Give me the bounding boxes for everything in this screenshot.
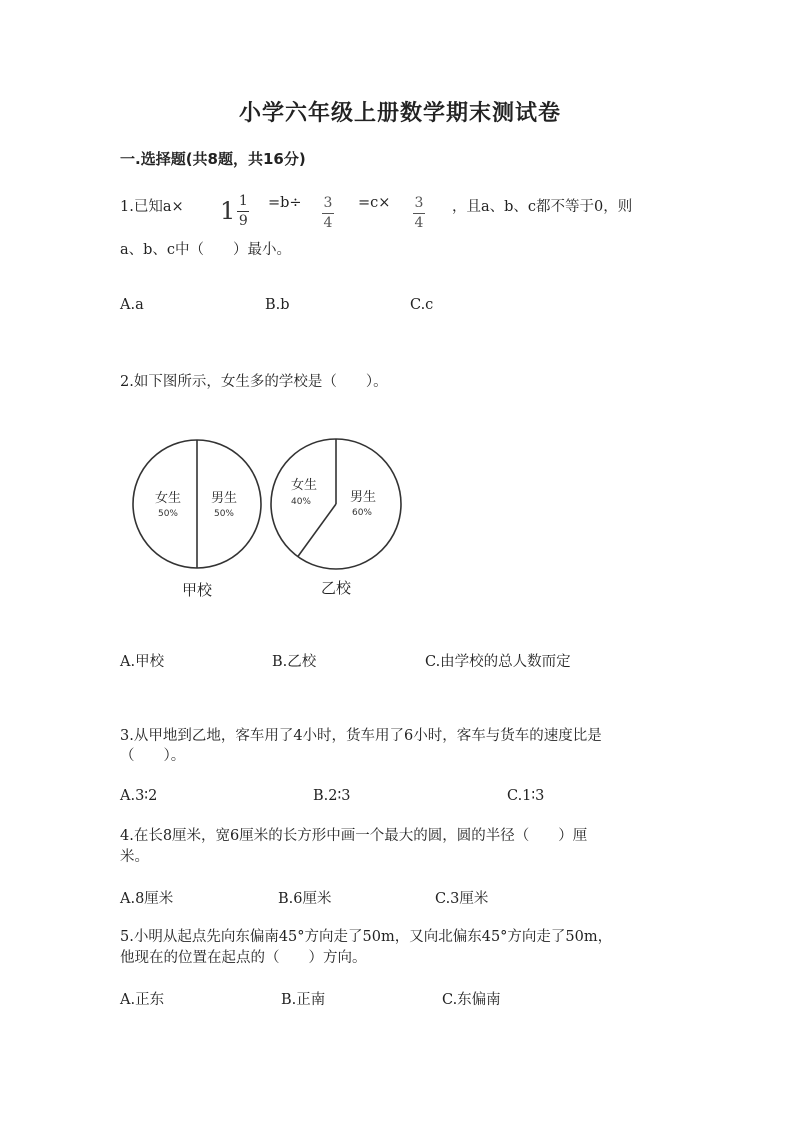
q1-mixed-number [220, 194, 249, 228]
q1-eq-c: =c× [358, 195, 391, 211]
school-a-female-label: 女生 [154, 491, 182, 506]
school-b-female-pct: 40% [290, 497, 312, 507]
q1-frac2-denominator: 4 [414, 214, 424, 231]
q1-option-c[interactable]: C.c [410, 297, 434, 313]
school-b-male-label: 男生 [349, 490, 377, 505]
q1-frac1-numerator: 3 [323, 195, 333, 211]
q1-mixed-fraction [237, 194, 249, 228]
q1-mixed-whole: 1 [220, 197, 236, 226]
q5-option-a[interactable]: A.正东 [120, 992, 165, 1008]
q1-mixed-denominator: 9 [238, 212, 248, 229]
school-a-female-pct: 50% [157, 509, 179, 519]
school-b-male-pct: 60% [351, 508, 373, 518]
q1-frac1-denominator: 4 [323, 214, 333, 231]
page-title: 小学六年级上册数学期末测试卷 [238, 101, 561, 126]
q1-frac2-numerator: 3 [414, 195, 424, 211]
q1-line-2: a、b、c中（ ）最小。 [120, 242, 292, 258]
q2-option-a[interactable]: A.甲校 [120, 654, 165, 670]
q1-suffix: ，且a、b、c都不等于0，则 [452, 199, 633, 215]
q3-option-a[interactable]: A.3∶2 [120, 788, 158, 804]
section-heading: 一.选择题(共8题，共16分) [120, 150, 306, 168]
q2-option-c[interactable]: C.由学校的总人数而定 [425, 654, 571, 670]
q1-option-a[interactable]: A.a [120, 297, 144, 313]
q5-option-c[interactable]: C.东偏南 [442, 992, 501, 1008]
school-b-divider-angled [298, 504, 336, 557]
q4-option-b[interactable]: B.6厘米 [278, 891, 332, 907]
q5-line-2: 他现在的位置在起点的（ ）方向。 [120, 950, 367, 966]
q1-prefix: 1.已知a× [120, 199, 184, 215]
school-a-male-label: 男生 [210, 491, 238, 506]
q4-line-1: 4.在长8厘米，宽6厘米的长方形中画一个最大的圆，圆的半径（ ）厘 [120, 828, 588, 844]
q5-line-1: 5.小明从起点先向东偏南45°方向走了50m，又向北偏东45°方向走了50m， [120, 929, 613, 945]
q3-line-2: （ ）。 [120, 748, 186, 764]
q3-option-c[interactable]: C.1∶3 [507, 788, 545, 804]
q3-line-1: 3.从甲地到乙地，客车用了4小时，货车用了6小时，客车与货车的速度比是 [120, 728, 602, 744]
q3-option-b[interactable]: B.2∶3 [313, 788, 351, 804]
school-a-male-pct: 50% [213, 509, 235, 519]
q4-option-c[interactable]: C.3厘米 [435, 891, 489, 907]
q1-mixed-numerator: 1 [238, 193, 248, 209]
pie-charts-figure [120, 425, 420, 610]
q5-option-b[interactable]: B.正南 [281, 992, 326, 1008]
q4-line-2: 米。 [120, 849, 149, 865]
school-b-name: 乙校 [320, 579, 352, 597]
q4-option-a[interactable]: A.8厘米 [120, 891, 174, 907]
school-a-name: 甲校 [181, 581, 213, 599]
q2-option-b[interactable]: B.乙校 [272, 654, 317, 670]
q1-option-b[interactable]: B.b [265, 297, 290, 313]
q2-text: 2.如下图所示，女生多的学校是（ ）。 [120, 374, 388, 390]
q1-fraction-1 [322, 196, 334, 230]
q1-eq-b: =b÷ [268, 195, 302, 211]
school-b-female-label: 女生 [290, 478, 318, 493]
q1-fraction-2 [413, 196, 425, 230]
